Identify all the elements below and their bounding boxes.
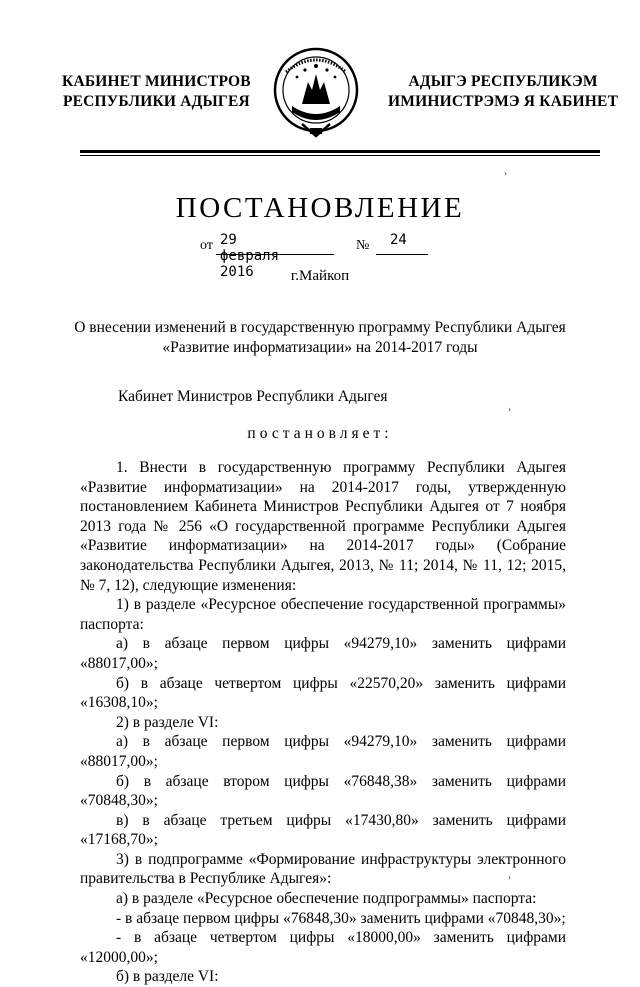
header-left-line2: РЕСПУБЛИКИ АДЫГЕЯ (62, 93, 250, 110)
subject-heading (60, 318, 580, 358)
paragraph: - в абзаце четвертом цифры «18000,00» заменить цифрами «12000,00»; (80, 929, 566, 966)
header-left-line1: КАБИНЕТ МИНИСТРОВ (62, 73, 251, 90)
paragraph: а) в абзаце первом цифры «94279,10» заменить цифрами «88017,00»; (80, 733, 566, 770)
issuing-body: Кабинет Министров Республики Адыгея (118, 388, 388, 405)
paragraph: б) в абзаце втором цифры «76848,38» заменить цифрами «70848,30»; (80, 772, 566, 810)
subject-line2: «Развитие информатизации» на 2014-2017 годы (162, 339, 478, 356)
paragraph: а) в абзаце первом цифры «94279,10» заменить цифрами «88017,00»; (80, 635, 566, 672)
header-right (388, 72, 618, 112)
header-divider-thick (80, 150, 600, 153)
number-label: № (356, 238, 370, 253)
paragraph: 2) в разделе VI: (116, 713, 219, 731)
paragraph: 1) в разделе «Ресурсное обеспечение государственной программы» паспорта: (80, 596, 566, 633)
header-right-line2: ИМИНИСТРЭМЭ Я КАБИНЕТ (388, 93, 619, 110)
date-from-label: от (200, 238, 213, 253)
paragraph: в) в абзаце третьем цифры «17430,80» заменить цифрами «17168,70»; (80, 811, 566, 849)
document-title: ПОСТАНОВЛЕНИЕ (175, 192, 465, 224)
date-value: 29 февраля 2016 (220, 232, 280, 280)
paragraph: 3) в подпрограмме «Формирование инфраструктуры электронного правительства в Республике Адыгея»: (80, 850, 566, 888)
header-left (62, 72, 251, 112)
paragraph: а) в разделе «Ресурсное обеспечение подпрограммы» паспорта: (116, 890, 537, 908)
paragraph: - в абзаце первом цифры «76848,30» заменить цифрами «70848,30»; (116, 909, 566, 927)
scan-mark: › (508, 872, 511, 882)
subject-line1: О внесении изменений в государственную программу Республики Адыгея (74, 319, 566, 336)
header-right-line1: АДЫГЭ РЕСПУБЛИКЭМ (408, 73, 598, 90)
number-underline (376, 254, 428, 255)
paragraph: б) в разделе VI: (116, 968, 219, 986)
paragraph: 1. Внести в государственную программу Республики Адыгея «Развитие информатизации» на 2014-2017 годы, утвержденную постановлением Кабинета Министров Республики Адыгея от 7 ноября 2013 года № 256 «О государственной программе Республики Адыгея «Развитие информатизации» на 2014-2017 годы» (Собрание законодательства Республики Адыгея, 2013, № 11; 2014, № 11, 12; 2015, № 7, 12), следующие изменения: (80, 459, 566, 594)
document-body (80, 458, 566, 987)
resolves-word: постановляет: (247, 425, 393, 442)
paragraph: б) в абзаце четвертом цифры «22570,20» заменить цифрами «16308,10»; (80, 674, 566, 712)
scan-mark: › (508, 404, 511, 414)
city: г.Майкоп (290, 268, 350, 284)
number-value: 24 (390, 232, 407, 248)
scan-mark: › (504, 168, 507, 178)
coat-of-arms-icon (272, 42, 360, 142)
header-divider-thin (80, 155, 600, 156)
